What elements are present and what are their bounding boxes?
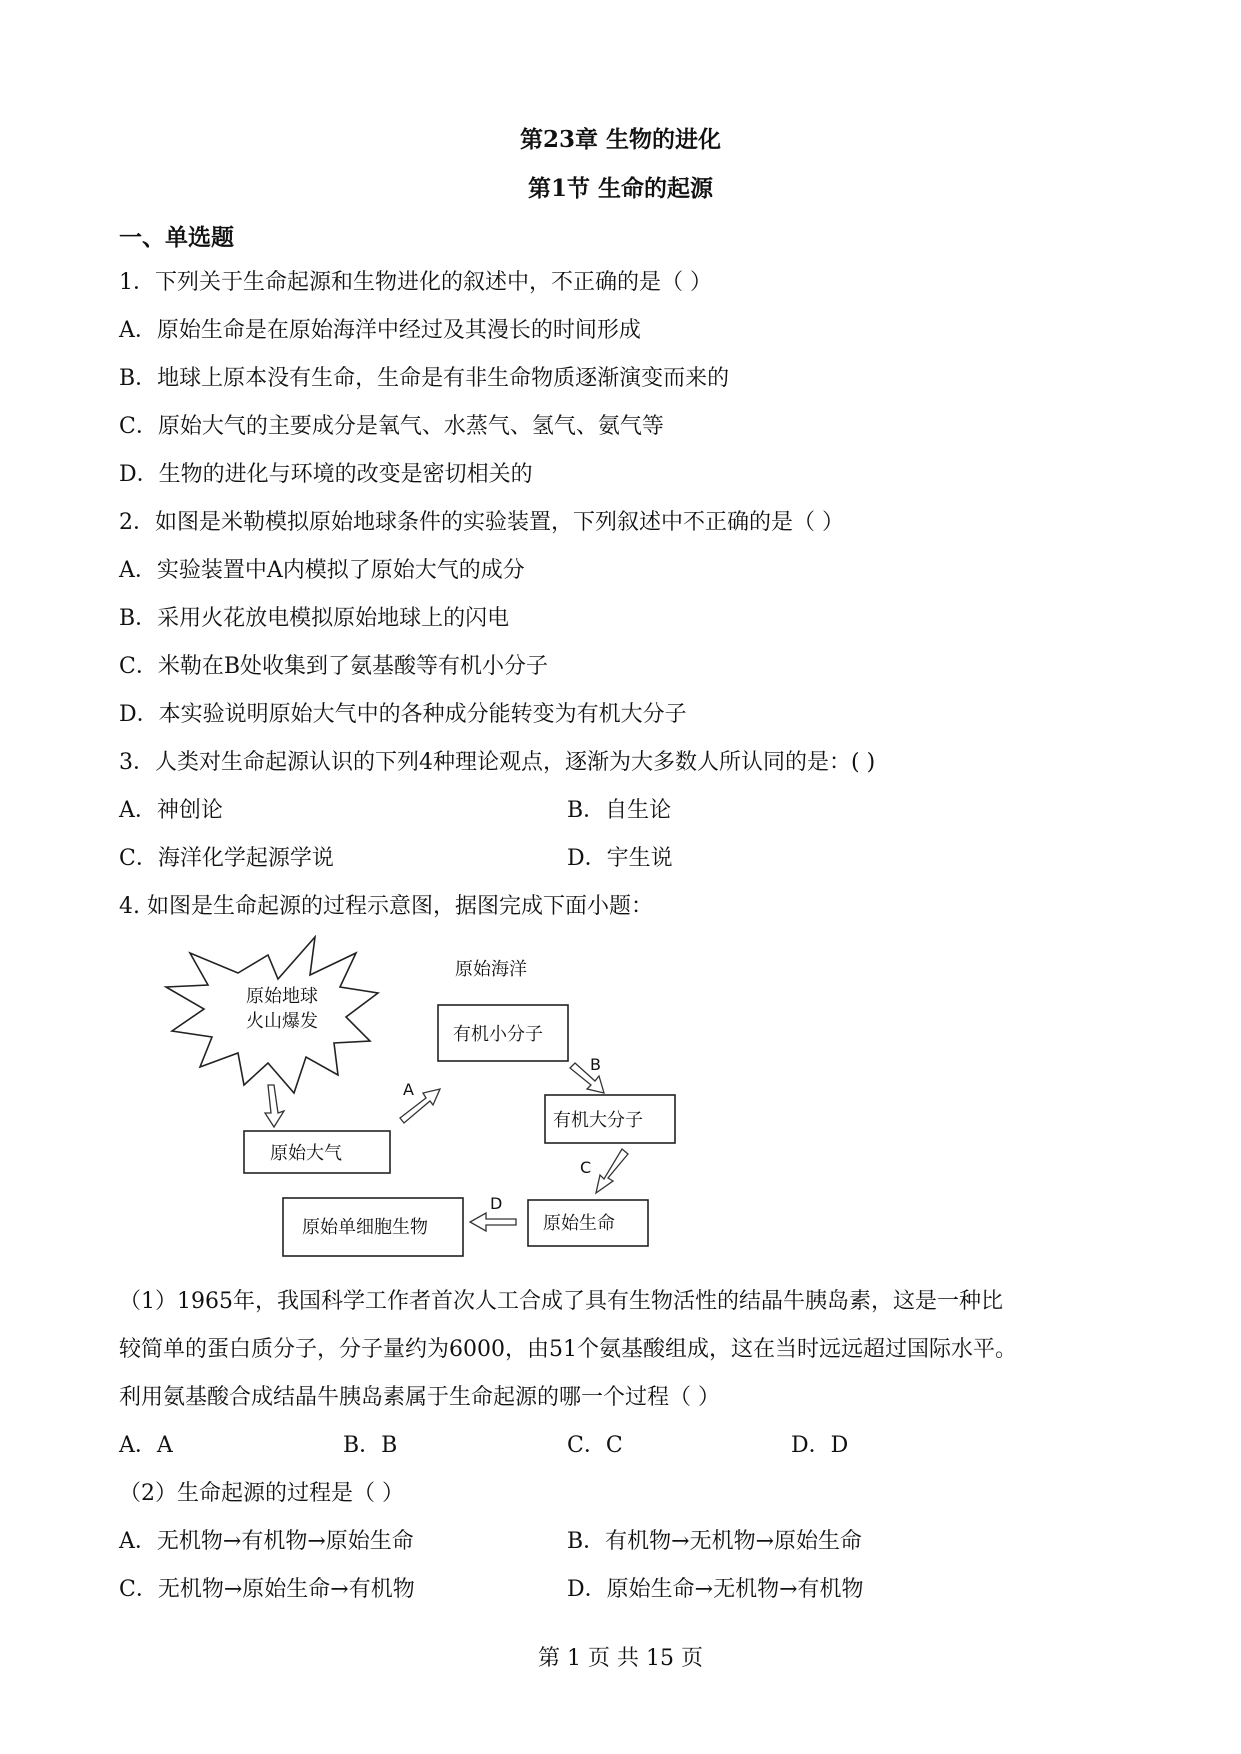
subquestion-2-option-c: C．无机物→原始生命→有机物: [119, 1577, 415, 1602]
question-2-option-d: D．本实验说明原始大气中的各种成分能转变为有机大分子: [119, 702, 687, 727]
subquestion-2-option-b: B．有机物→无机物→原始生命: [567, 1529, 863, 1554]
subquestion-1-line-2: 较简单的蛋白质分子，分子量约为6000，由51个氨基酸组成，这在当时远远超过国际水平。: [119, 1337, 1017, 1362]
subquestion-2-option-d: D．原始生命→无机物→有机物: [567, 1577, 864, 1602]
box-atmosphere-label: 原始大气: [270, 1143, 342, 1164]
question-1-option-c: C．原始大气的主要成分是氧气、水蒸气、氢气、氨气等: [119, 414, 664, 439]
question-1-option-d: D．生物的进化与环境的改变是密切相关的: [119, 462, 533, 487]
question-3-option-c: C．海洋化学起源学说: [119, 846, 334, 871]
subquestion-1-option-a: A．A: [119, 1433, 173, 1458]
box-large-molecules-label: 有机大分子: [553, 1110, 643, 1131]
section-heading: 一、单选题: [119, 224, 234, 251]
arrow-burst-to-atmosphere: [265, 1085, 284, 1127]
question-3-option-a: A．神创论: [119, 798, 223, 823]
question-2-option-a: A．实验装置中A内模拟了原始大气的成分: [119, 558, 525, 583]
subquestion-1-line-3: 利用氨基酸合成结晶牛胰岛素属于生命起源的哪一个过程（ ）: [119, 1385, 720, 1410]
subquestion-1-option-d: D．D: [791, 1433, 849, 1458]
burst-label-line2: 火山爆发: [246, 1011, 318, 1032]
page-footer: 第 1 页 共 15 页: [538, 1646, 703, 1671]
ocean-label: 原始海洋: [455, 959, 527, 980]
question-3-stem: 3．人类对生命起源认识的下列4种理论观点，逐渐为大多数人所认同的是：( ): [119, 750, 876, 775]
question-2-stem: 2．如图是米勒模拟原始地球条件的实验装置，下列叙述中不正确的是（ ）: [119, 510, 844, 535]
arrow-d-label: D: [490, 1194, 503, 1213]
burst-label-line1: 原始地球: [246, 986, 318, 1007]
question-3-option-d: D．宇生说: [567, 846, 673, 871]
question-1-option-b: B．地球上原本没有生命，生命是有非生命物质逐渐演变而来的: [119, 366, 730, 391]
subquestion-1-line-1: （1）1965年，我国科学工作者首次人工合成了具有生物活性的结晶牛胰岛素，这是一种比: [119, 1289, 1003, 1314]
arrow-b-label: B: [590, 1055, 601, 1074]
subquestion-2-stem: （2）生命起源的过程是（ ）: [119, 1481, 404, 1506]
question-2-option-b: B．采用火花放电模拟原始地球上的闪电: [119, 606, 510, 631]
box-single-cell-label: 原始单细胞生物: [302, 1217, 428, 1238]
question-1-stem: 1．下列关于生命起源和生物进化的叙述中，不正确的是（ ）: [119, 270, 712, 295]
question-4-stem: 4. 如图是生命起源的过程示意图，据图完成下面小题：: [119, 894, 653, 919]
section-title: 第1节 生命的起源: [527, 175, 713, 202]
chapter-title: 第23章 生物的进化: [519, 126, 721, 153]
origin-of-life-diagram: [150, 935, 700, 1265]
arrow-c: [596, 1149, 628, 1193]
subquestion-2-option-a: A．无机物→有机物→原始生命: [119, 1529, 414, 1554]
subquestion-1-option-b: B．B: [343, 1433, 398, 1458]
subquestion-1-option-c: C．C: [567, 1433, 623, 1458]
question-3-option-b: B．自生论: [567, 798, 672, 823]
arrow-c-label: C: [580, 1158, 592, 1177]
box-primitive-life-label: 原始生命: [543, 1213, 615, 1234]
arrow-d: [470, 1213, 516, 1231]
question-1-option-a: A．原始生命是在原始海洋中经过及其漫长的时间形成: [119, 318, 641, 343]
question-2-option-c: C．米勒在B处收集到了氨基酸等有机小分子: [119, 654, 549, 679]
box-small-molecules-label: 有机小分子: [453, 1024, 543, 1045]
arrow-a-label: A: [403, 1080, 414, 1099]
